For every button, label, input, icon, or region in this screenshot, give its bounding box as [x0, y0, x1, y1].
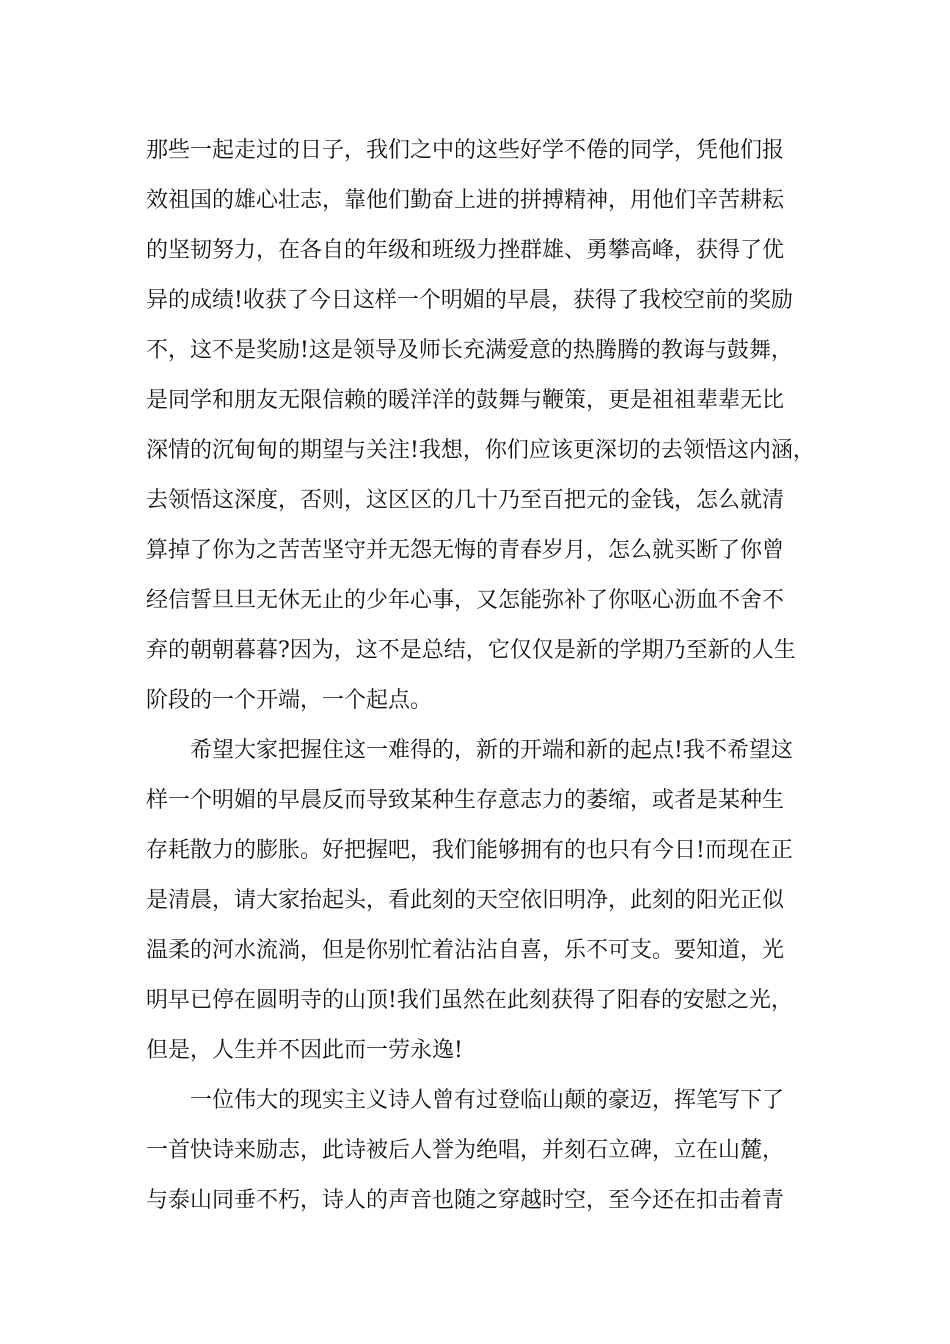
text-line: 弃的朝朝暮暮?因为，这不是总结，它仅仅是新的学期乃至新的人生: [146, 638, 796, 663]
text-line: 明早已停在圆明寺的山顶!我们虽然在此刻获得了阳春的安慰之光，: [146, 988, 793, 1013]
text-line: 异的成绩!收获了今日这样一个明媚的早晨，获得了我校空前的奖励: [146, 288, 793, 313]
text-line: 那些一起走过的日子，我们之中的这些好学不倦的同学，凭他们报: [146, 138, 785, 163]
text-line: 希望大家把握住这一难得的，新的开端和新的起点!我不希望这: [190, 738, 793, 763]
text-line: 与泰山同垂不朽，诗人的声音也随之穿越时空，至今还在扣击着青: [146, 1188, 785, 1213]
text-line: 不，这不是奖励!这是领导及师长充满爱意的热腾腾的教诲与鼓舞，: [146, 338, 793, 363]
text-line: 深情的沉甸甸的期望与关注!我想，你们应该更深切的去领悟这内涵，: [146, 438, 815, 463]
text-line: 的坚韧努力，在各自的年级和班级力挫群雄、勇攀高峰，获得了优: [146, 238, 785, 263]
text-line: 效祖国的雄心壮志，靠他们勤奋上进的拼搏精神，用他们辛苦耕耘: [146, 188, 785, 213]
paragraph-3: [146, 1076, 818, 1226]
text-line: 去领悟这深度，否则，这区区的几十乃至百把元的金钱，怎么就清: [146, 488, 785, 513]
text-line: 但是，人生并不因此而一劳永逸!: [146, 1038, 463, 1063]
text-line: 一位伟大的现实主义诗人曾有过登临山颠的豪迈，挥笔写下了: [190, 1088, 785, 1113]
document-body: [146, 126, 818, 1226]
text-line: 经信誓旦旦无休无止的少年心事，又怎能弥补了你呕心沥血不舍不: [146, 588, 785, 613]
text-line: 样一个明媚的早晨反而导致某种生存意志力的萎缩，或者是某种生: [146, 788, 785, 813]
text-line: 阶段的一个开端，一个起点。: [146, 688, 433, 713]
text-line: 是清晨，请大家抬起头，看此刻的天空依旧明净，此刻的阳光正似: [146, 888, 785, 913]
paragraph-2: [146, 726, 818, 1076]
text-line: 温柔的河水流淌，但是你别忙着沾沾自喜，乐不可支。要知道，光: [146, 938, 785, 963]
text-line: 存耗散力的膨胀。好把握吧，我们能够拥有的也只有今日!而现在正: [146, 838, 793, 863]
text-line: 算掉了你为之苦苦坚守并无怨无悔的青春岁月，怎么就买断了你曾: [146, 538, 785, 563]
paragraph-1: [146, 126, 818, 726]
text-line: 是同学和朋友无限信赖的暖洋洋的鼓舞与鞭策，更是祖祖辈辈无比: [146, 388, 785, 413]
text-line: 一首快诗来励志，此诗被后人誉为绝唱，并刻石立碑，立在山麓，: [146, 1138, 785, 1163]
